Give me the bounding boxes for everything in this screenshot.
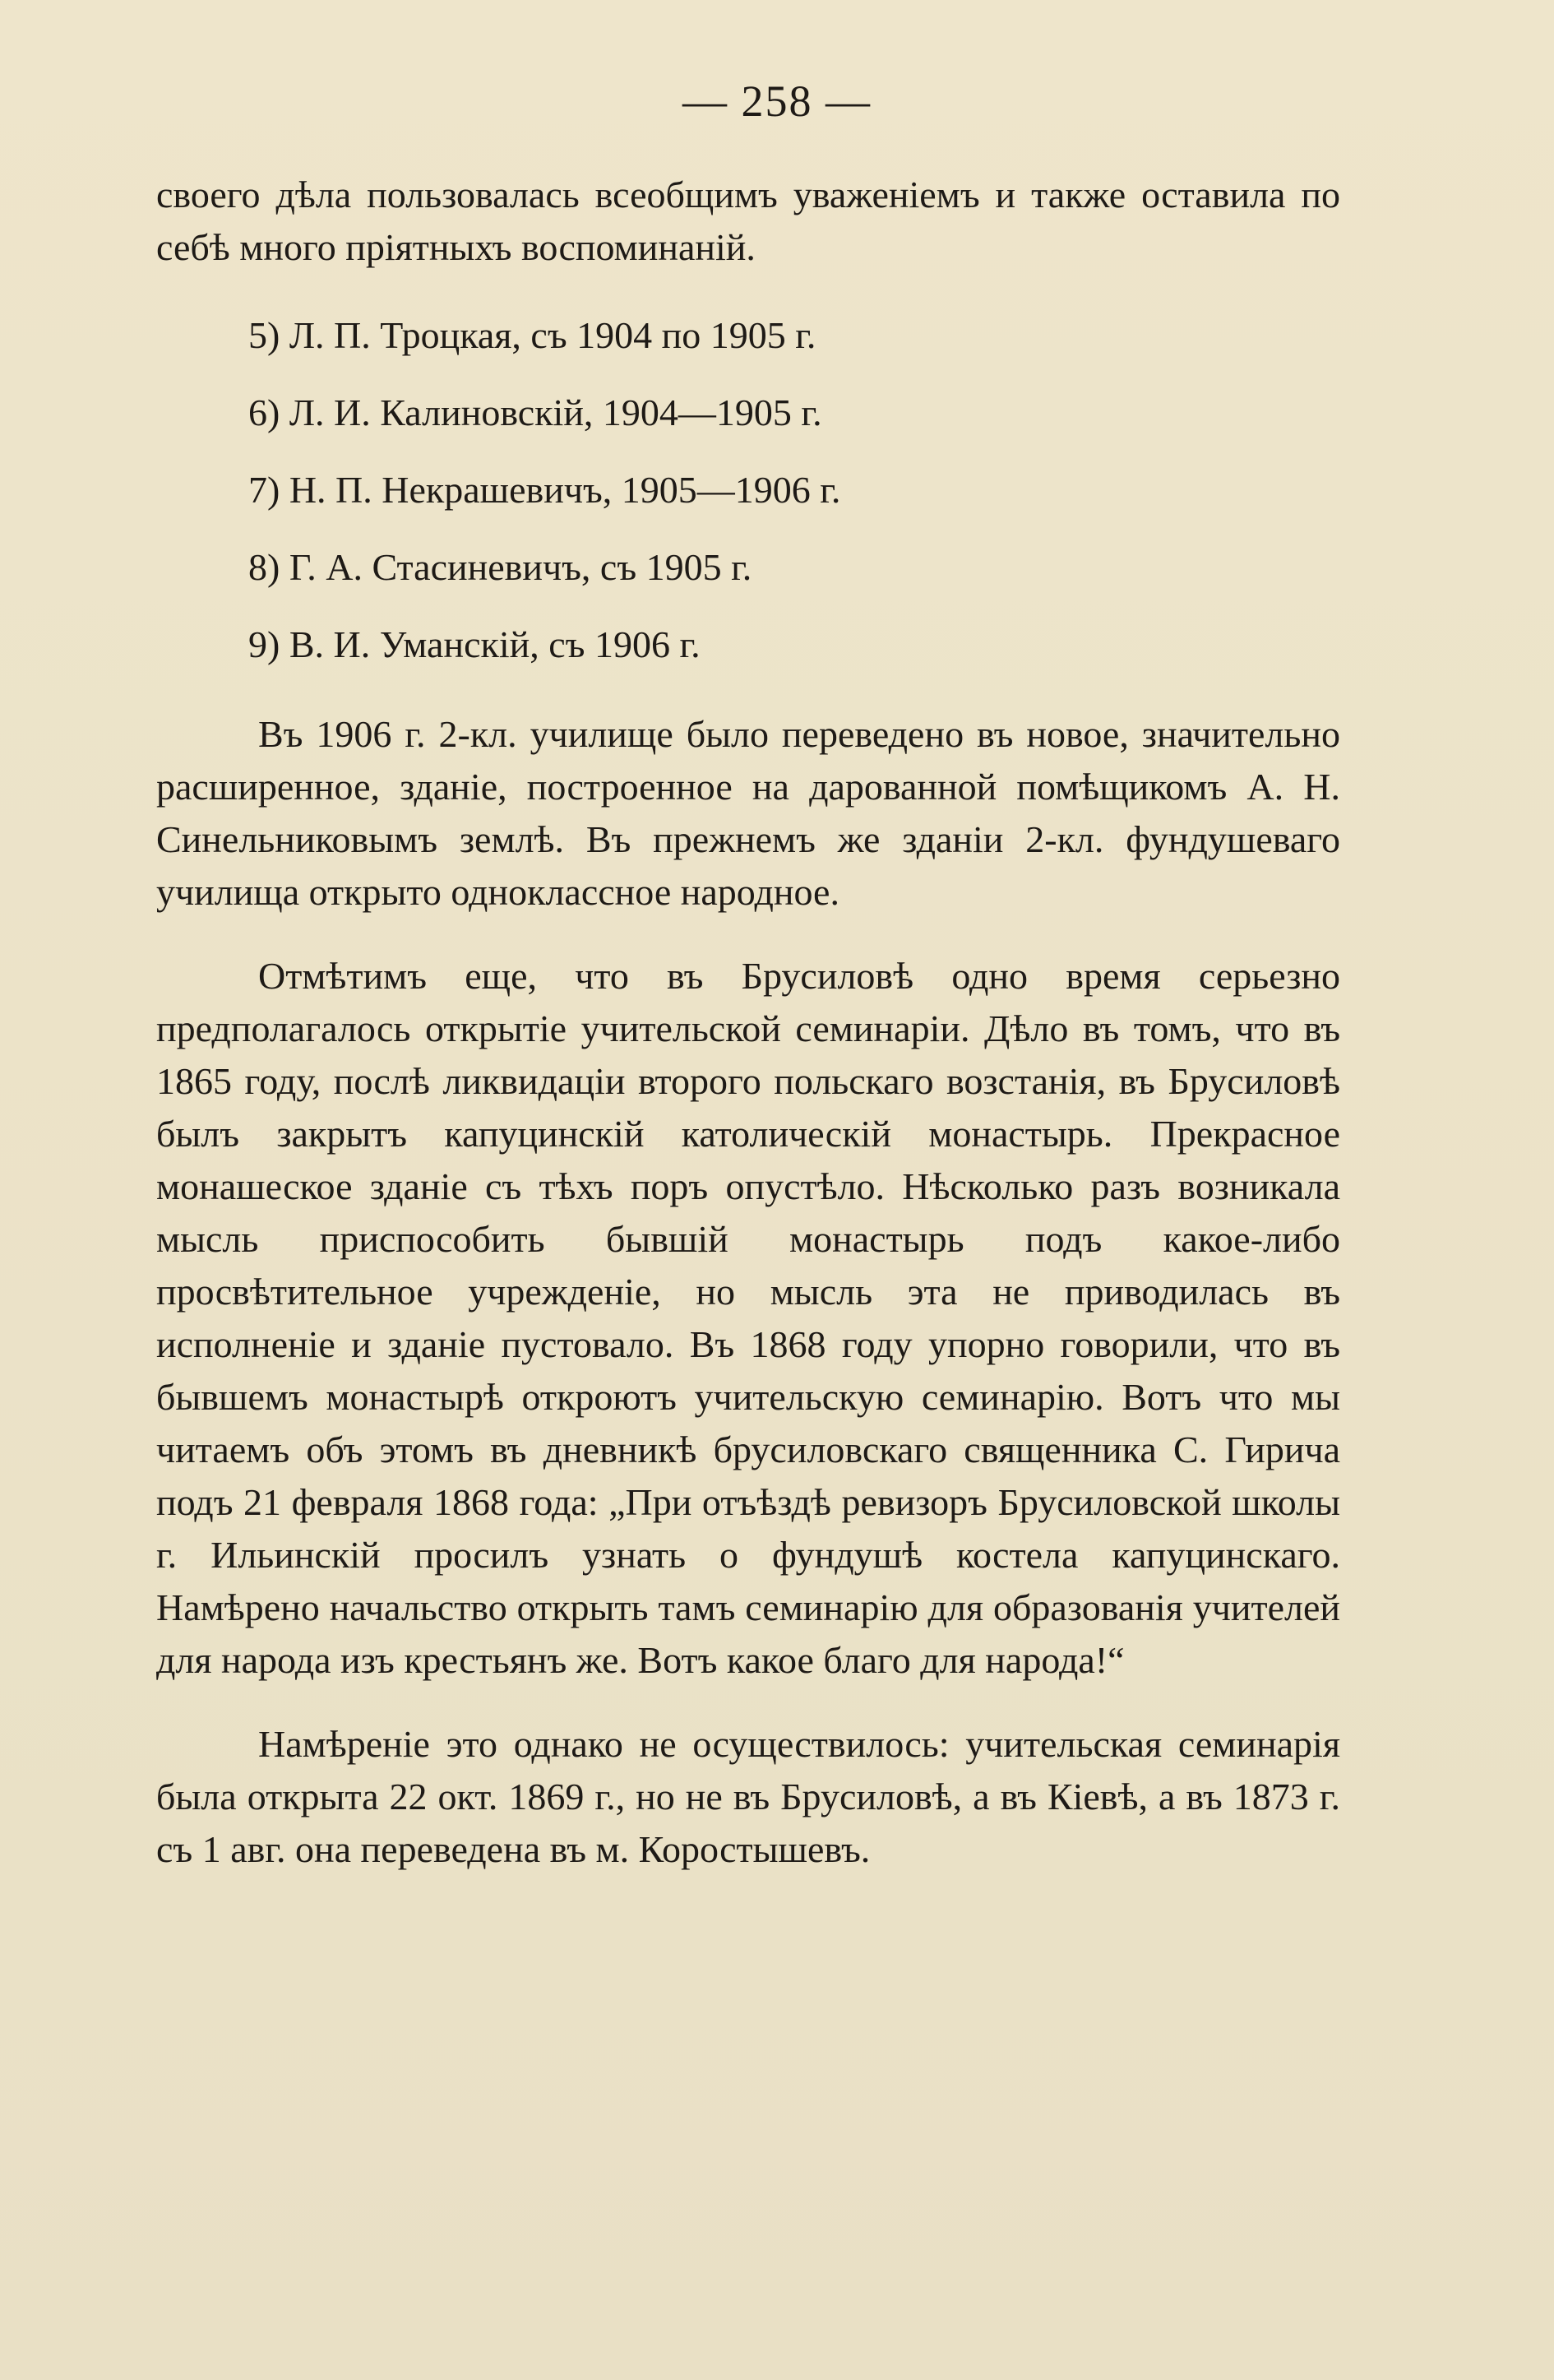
list-item: 6) Л. И. Калиновскій, 1904—1905 г. — [248, 391, 822, 433]
teacher-list — [156, 297, 1340, 683]
paragraph-gap — [156, 919, 1340, 950]
page-body — [156, 169, 1340, 1876]
paragraph-conclusion: Намѣреніе это однако не осуществилось: учительская семинарія была открыта 22 окт. 1869 г., но не въ Брусиловѣ, а въ Кіевѣ, а въ 1873 г. съ 1 авг. она переведена въ м. Коростышевъ. — [156, 1723, 1340, 1870]
list-item: 5) Л. П. Троцкая, съ 1904 по 1905 г. — [248, 314, 816, 356]
page-number: — 258 — — [682, 76, 872, 126]
paragraph-continuation: своего дѣла пользовалась всеобщимъ уваженіемъ и также оставила по себѣ много пріятныхъ воспоминаній. — [156, 174, 1340, 268]
list-item: 9) В. И. Уманскій, съ 1906 г. — [248, 623, 701, 665]
paragraph-gap — [156, 1687, 1340, 1718]
list-item: 7) Н. П. Некрашевичъ, 1905—1906 г. — [248, 469, 841, 511]
paragraph-school-building: Въ 1906 г. 2-кл. училище было переведено въ новое, значительно расширенное, зданіе, построенное на дарованной помѣщикомъ А. Н. Синельниковымъ землѣ. Въ прежнемъ же зданіи 2-кл. фундушеваго училища открыто одноклассное народное. — [156, 713, 1340, 913]
list-item: 8) Г. А. Стасиневичъ, съ 1905 г. — [248, 546, 752, 588]
paragraph-seminary: Отмѣтимъ еще, что въ Брусиловѣ одно время серьезно предполагалось открытіе учительской семинаріи. Дѣло въ томъ, что въ 1865 году, послѣ ликвидаціи второго польскаго возстанія, въ Брусиловѣ былъ закрытъ капуцинскій католическій монастырь. Прекрасное монашеское зданіе съ тѣхъ поръ опустѣло. Нѣсколько разъ возникала мысль приспособить бывшій монастырь подъ какое-либо просвѣтительное учрежденіе, но мысль эта не приводилась въ исполненіе и зданіе пустовало. Въ 1868 году упорно говорили, что въ бывшемъ монастырѣ откроютъ учительскую семинарію. Вотъ что мы читаемъ объ этомъ въ дневникѣ брусиловскаго священника С. Гирича подъ 21 февраля 1868 года: „При отъѣздѣ ревизоръ Брусиловской школы г. Ильинскій просилъ узнать о фундушѣ костела капуцинскаго. Намѣрено начальство открыть тамъ семинарію для образованія учителей для народа изъ крестьянъ же. Вотъ какое благо для народа!“ — [156, 955, 1340, 1681]
